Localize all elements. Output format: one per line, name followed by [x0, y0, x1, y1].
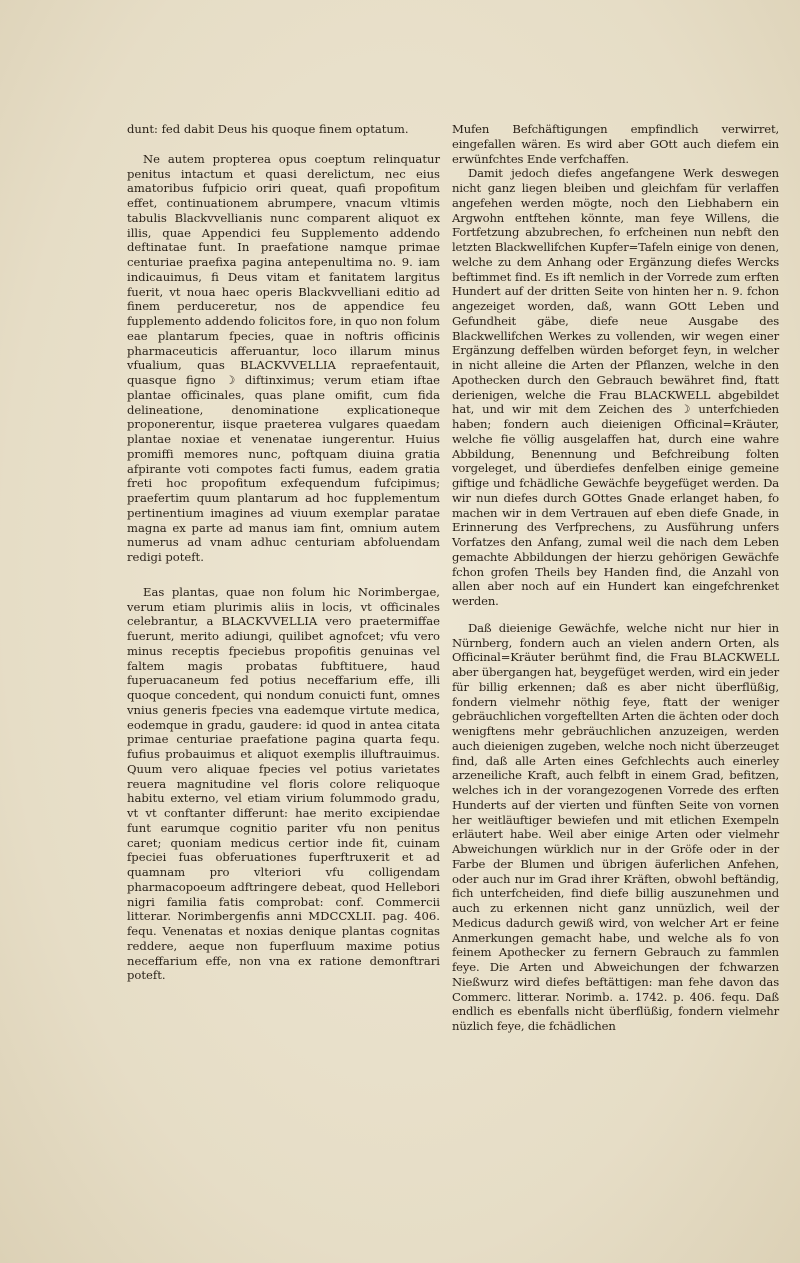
latin-column — [127, 122, 440, 983]
german-continuation: Mufen Befchäftigungen empfindlich verwirret, eingefallen wären. Es wird aber GOtt auch diefem ein erwünfchtes Ende verfchaffen. — [452, 122, 779, 166]
latin-paragraph-2: Eas plantas, quae non folum hic Norimbergae, verum etiam plurimis aliis in locis, vt officinales celebrantur, a BLACKVVELLIA vero praetermiffae fuerunt, merito adiungi, quilibet agnofcet; vfu vero minus receptis fpeciebus propofitis genuinas vel faltem magis probatas fubftituere, haud fuperuacaneum fed potius neceffarium effe, illi quoque concedent, qui nondum conuicti funt, omnes vnius generis fpecies vna eademque virtute medica, eodemque in gradu, gaudere: id quod in antea citata primae centuriae praefatione pagina quarta fequ. fufius probauimus et aliquot exemplis illuftrauimus. Quum vero aliquae fpecies vel potius varietates reuera magnitudine vel floris colore reliquoque habitu externo, vel etiam virium folummodo gradu, vt vt conftanter differunt: hae merito excipiendae funt earumque cognitio pariter vfu non penitus caret; quoniam medicus certior inde fit, cuinam fpeciei fuas obferuationes fuperftruxerit et ad quamnam pro vlteriori vfu colligendam pharmacopoeum adftringere debeat, quod Hellebori nigri familia fatis comprobat: conf. Commercii litterar. Norimbergenfis anni MDCCXLII. pag. 406. fequ. Venenatas et noxias denique plantas cognitas reddere, aeque non fuperfluum maxime potius neceffarium effe, non vna ex ratione demonftrari poteft. — [127, 584, 440, 983]
german-paragraph-1: Damit jedoch diefes angefangene Werk deswegen nicht ganz liegen bleiben und gleichfam für verlaffen angefehen werden mögte, noch den Liebhabern ein Argwohn entftehen könnte, man feye Willens, die Fortfetzung abzubrechen, fo erfcheinen nun nebft den letzten Blackwellifchen Kupfer=Tafeln einige von denen, welche zu dem Anhang oder Ergänzung diefes Wercks beftimmet find. Es ift nemlich in der Vorrede zum erften Hundert auf der dritten Seite von hinten her n. 9. fchon angezeiget worden, daß, wann GOtt Leben und Gefundheit gäbe, diefe neue Ausgabe des Blackwellifchen Werkes zu vollenden, wir wegen einer Ergänzung deffelben würden beforget feyn, in welcher in nicht alleine die Arten der Pflanzen, welche in den Apothecken durch den Gebrauch bewähret find, ftatt derienigen, welche die Frau BLACKWELL abgebildet hat, und wir mit dem Zeichen des ☽ unterfchieden haben; fondern auch dieienigen Officinal=Kräuter, welche fie völlig ausgelaffen hat, durch eine wahre Abbildung, Benennung und Befchreibung folten vorgeleget, und überdiefes denfelben einige gemeine giftige und fchädliche Gewächfe beygefüget werden. Da wir nun diefes durch GOttes Gnade erlanget haben, fo machen wir in dem Vertrauen auf eben diefe Gnade, in Erinnerung des Verfprechens, zu Ausführung unfers Vorfatzes den Anfang, zumal weil die nach dem Leben gemachte Abbildungen der hierzu gehörigen Gewächfe fchon grofen Theils bey Handen find, die Anzahl von allen aber noch auf ein Hundert kan eingefchrenket werden. — [452, 166, 779, 608]
latin-paragraph-1: Ne autem propterea opus coeptum relinquatur penitus intactum et quasi derelictum, nec eius amatoribus fufpicio oriri queat, quafi propofitum effet, continuationem abrumpere, vnacum vltimis tabulis Blackvvellianis nunc comparent aliquot ex illis, quae Appendici feu Supplemento addendo deftinatae funt. In praefatione namque primae centuriae praefixa pagina antepenultima no. 9. iam indicauimus, fi Deus vitam et fanitatem largitus fuerit, vt noua haec operis Blackvvelliani editio ad finem perduceretur, nos de appendice feu fupplemento addendo folicitos fore, in quo non folum eae plantarum fpecies, quae in noftris officinis pharmaceuticis afferuantur, loco illarum minus vfualium, quas BLACKVVELLIA repraefentauit, quasque figno ☽ diftinximus; verum etiam iftae plantae officinales, quas plane omifit, cum fida delineatione, denominatione explicationeque proponerentur, iisque praeterea vulgares quaedam plantae noxiae et venenatae iungerentur. Huius promiffi memores nunc, poftquam diuina gratia afpirante voti compotes facti fumus, eadem gratia freti hoc propofitum exfequendum fufcipimus; praefertim quum plantarum ad hoc fupplementum pertinentium imagines ad viuum exemplar paratae magna ex parte ad manus iam fint, omnium autem numerus ad vnam adhuc centuriam abfoluendam redigi poteft. — [127, 151, 440, 564]
german-paragraph-2: Daß dieienige Gewächfe, welche nicht nur hier in Nürnberg, fondern auch an vielen andern Orten, als Officinal=Kräuter berühmt find, die Frau BLACKWELL aber übergangen hat, beygefüget werden, wird ein jeder für billig erkennen; daß es aber nicht überflüßig, fondern vielmehr nöthig feye, ftatt der weniger gebräuchlichen vorgeftellten Arten die ächten oder doch wenigftens mehr gebräuchlichen anzuzeigen, werden auch dieienigen zugeben, welche noch nicht überzeuget find, daß alle Arten eines Gefchlechts auch einerley arzeneiliche Kraft, auch felbft in einem Grad, befitzen, welches ich in der vorangezogenen Vorrede des erften Hunderts auf der vierten und fünften Seite von vornen her weitläuftiger bewiefen und mit etlichen Exempeln erläutert habe. Weil aber einige Arten oder vielmehr Abweichungen würklich nur in der Gröfe oder in der Farbe der Blumen und übrigen äuferlichen Anfehen, oder auch nur im Grad ihrer Kräften, obwohl beftändig, fich unterfcheiden, find diefe billig auszunehmen und auch zu erkennen nicht ganz unnüzlich, weil der Medicus dadurch gewiß wird, von welcher Art er feine Anmerkungen gemacht habe, und welche als fo von feinem Apothecker zu fernern Gebrauch zu fammlen feye. Die Arten und Abweichungen der fchwarzen Nießwurz wird diefes beftättigen: man fehe davon das Commerc. litterar. Norimb. a. 1742. p. 406. fequ. Daß endlich es ebenfalls nicht überflüßig, fondern vielmehr nüzlich feye, die fchädlichen — [452, 620, 779, 1033]
latin-continuation: dunt: fed dabit Deus his quoque finem optatum. — [127, 122, 409, 136]
german-column — [452, 122, 779, 1034]
